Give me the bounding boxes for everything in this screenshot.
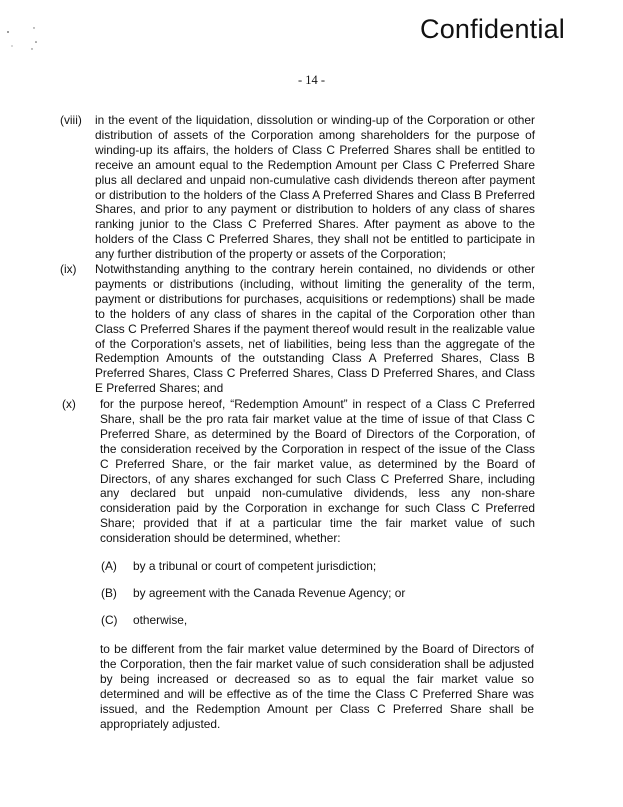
subclause-text: by a tribunal or court of competent jurisdiction; <box>133 559 377 573</box>
subclause-a <box>101 559 521 575</box>
subclause-c <box>101 613 521 629</box>
clause-ix <box>60 262 535 396</box>
clause-number: (viii) <box>60 113 82 127</box>
subclause-text: by agreement with the Canada Revenue Agency; or <box>133 586 406 600</box>
scan-specks <box>6 22 56 62</box>
subclause-number: (C) <box>101 613 118 627</box>
clause-text: Notwithstanding anything to the contrary herein contained, no dividends or other payments or distributions (including, without limiting the generality of the term, payment or distributions for purchases, acquisitions or redemptions) shall be made to the holders of any class of shares in the capital of the Corporation other than Class C Preferred Shares if the payment thereof would result in the realizable value of the Corporation's assets, net of liabilities, being less than the aggregate of the Redemption Amounts of the outstanding Class A Preferred Shares, Class B Preferred Shares, Class C Preferred Shares, Class D Preferred Shares, and Class E Preferred Shares; and <box>95 262 535 396</box>
clause-viii <box>60 113 535 262</box>
confidential-stamp: Confidential <box>420 14 565 44</box>
clause-number: (ix) <box>60 262 77 276</box>
closing-paragraph: to be different from the fair market value determined by the Board of Directors of the Corporation, then the fair market value of such consideration shall be adjusted by being increased or decreased so as to equal the fair market value so determined and will be effective as of the time the Class C Preferred Share was issued, and the Redemption Amount per Class C Preferred Share shall be appropriately adjusted. <box>100 642 534 731</box>
clause-text: for the purpose hereof, “Redemption Amount” in respect of a Class C Preferred Share, shall be the pro rata fair market value at the time of issue of that Class C Preferred Share, as determined by the Board of Directors of the Corporation, of the consideration received by the Corporation in respect of the issue of the Class C Preferred Share, or the fair market value, as determined by the Board of Directors, of any shares exchanged for such Class C Preferred Share, including any declared but unpaid non-cumulative dividends, less any non-share consideration paid by the Corporation in exchange for such Class C Preferred Share; provided that if at a particular time the fair market value of such consideration should be determined, whether: <box>100 397 535 546</box>
clause-x <box>62 397 535 557</box>
subclause-text: otherwise, <box>133 613 188 627</box>
subclause-b <box>101 586 521 602</box>
subclause-number: (B) <box>101 586 117 600</box>
subclause-number: (A) <box>101 559 117 573</box>
clause-text: in the event of the liquidation, dissolution or winding-up of the Corporation or other distribution of assets of the Corporation among shareholders for the purpose of winding-up its affairs, the holders of Class C Preferred Shares shall be entitled to receive an amount equal to the Redemption Amount per Class C Preferred Share plus all declared and unpaid non-cumulative cash dividends thereon after payment or distribution to the holders of the Class A Preferred Shares and Class B Preferred Shares, and prior to any payment or distribution to holders of any class of shares ranking junior to the Class C Preferred Shares. After payment as above to the holders of the Class C Preferred Shares, they shall not be entitled to participate in any further distribution of the property or assets of the Corporation; <box>95 113 535 262</box>
clause-number: (x) <box>62 397 76 411</box>
page-number: - 14 - <box>297 73 326 87</box>
